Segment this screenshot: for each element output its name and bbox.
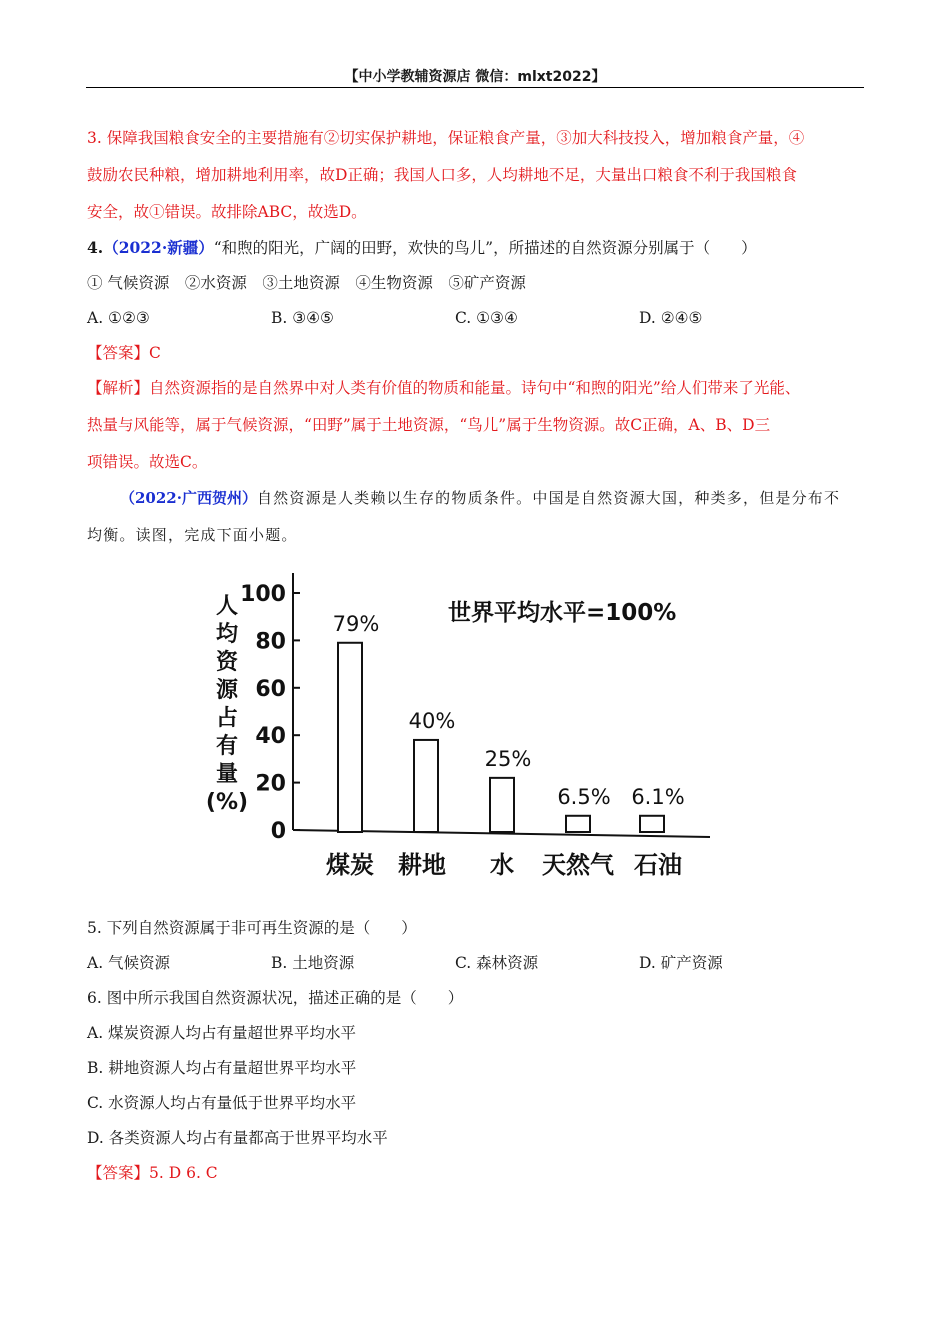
q5-option-a: A. 气候资源 (87, 954, 171, 972)
y-tick-label: 80 (255, 629, 286, 655)
intro-source: （2022·广西贺州） (120, 489, 257, 507)
y-label-char: 均 (215, 622, 239, 647)
y-label-char: 占 (215, 706, 239, 731)
y-label-char: 源 (215, 678, 239, 703)
y-label-char: 资 (215, 650, 239, 675)
y-tick-label: 100 (240, 582, 286, 607)
q4-source: （2022·新疆） (103, 238, 214, 257)
y-label-char: 量 (215, 762, 239, 787)
y-tick-label: 20 (255, 771, 286, 797)
header-divider (86, 87, 864, 88)
category-labels (325, 851, 682, 879)
page-header: 【中小学教辅资源店 微信：mlxt2022】 (344, 69, 606, 85)
q6-option-a: A. 煤炭资源人均占有量超世界平均水平 (87, 1024, 357, 1042)
q5-option-c: C. 森林资源 (455, 954, 539, 972)
q5-stem: 5. 下列自然资源属于非可再生资源的是（ ） (87, 919, 417, 937)
y-tick-label: 40 (255, 724, 286, 750)
y-label-char: 有 (215, 734, 239, 759)
q6-stem: 6. 图中所示我国自然资源状况，描述正确的是（ ） (87, 989, 464, 1007)
category-label: 水 (490, 851, 514, 879)
q3-line-3: 安全，故①错误。故排除ABC，故选D。 (87, 203, 367, 221)
y-axis-ticks (240, 582, 300, 844)
q4-answer-value: C (149, 344, 161, 362)
y-tick-label: 0 (270, 819, 286, 844)
category-label: 耕地 (398, 851, 446, 879)
intro-line-2: 均衡。读图，完成下面小题。 (87, 526, 298, 544)
q3-line-1: 3. 保障我国粮食安全的主要措施有②切实保护耕地，保证粮食产量，③加大科技投入，增加粮食产量，④ (87, 129, 805, 147)
bar-label: 25% (484, 746, 532, 771)
q4-stem-text: “和煦的阳光，广阔的田野，欢快的鸟儿”，所描述的自然资源分别属于（ ） (213, 239, 757, 257)
intro-line-1 (120, 487, 840, 509)
q4-stem (87, 237, 757, 259)
bar-耕地 (414, 740, 438, 832)
bar-label: 79% (332, 611, 380, 636)
q4-answer (87, 342, 161, 364)
q4-option-c: C. ①③④ (455, 309, 518, 327)
bar-label: 6.1% (631, 784, 685, 809)
bars (338, 643, 664, 832)
bar-label: 40% (408, 708, 456, 733)
q5-option-b: B. 土地资源 (271, 954, 355, 972)
category-label: 石油 (634, 851, 682, 879)
bar-煤炭 (338, 643, 362, 832)
q56-answer-value: 5. D 6. C (149, 1164, 218, 1182)
bar-天然气 (566, 816, 590, 832)
y-label-char: (%) (205, 790, 249, 815)
q4-option-b: B. ③④⑤ (271, 309, 334, 327)
q4-answer-label: 【答案】 (87, 344, 150, 362)
intro-text-1: 自然资源是人类赖以生存的物质条件。中国是自然资源大国，种类多，但是分布不 (256, 489, 841, 507)
y-label-char: 人 (215, 594, 239, 619)
category-label: 煤炭 (326, 851, 374, 879)
q56-answer-label: 【答案】 (87, 1164, 150, 1182)
q4-analysis-line-3: 项错误。故选C。 (87, 453, 208, 471)
q4-items: ① 气候资源 ②水资源 ③土地资源 ④生物资源 ⑤矿产资源 (87, 274, 526, 292)
bar-水 (490, 778, 514, 832)
y-tick-label: 60 (255, 676, 286, 702)
q5-option-d: D. 矿产资源 (639, 954, 723, 972)
chart-title: 世界平均水平=100% (448, 600, 677, 626)
q3-line-2: 鼓励农民种粮，增加耕地利用率，故D正确；我国人口多，人均耕地不足，大量出口粮食不利于我国粮食 (87, 166, 797, 184)
q4-option-d: D. ②④⑤ (639, 309, 703, 327)
y-axis-label (206, 594, 248, 815)
resource-bar-chart (190, 565, 720, 885)
q4-analysis-line-1: 【解析】自然资源指的是自然界中对人类有价值的物质和能量。诗句中“和煦的阳光”给人们带来了光能、 (87, 379, 801, 397)
q6-option-c: C. 水资源人均占有量低于世界平均水平 (87, 1094, 357, 1112)
q4-number: 4. (87, 238, 104, 257)
q6-option-b: B. 耕地资源人均占有量超世界平均水平 (87, 1059, 357, 1077)
q4-analysis-line-2: 热量与风能等，属于气候资源，“田野”属于土地资源，“鸟儿”属于生物资源。故C正确，A、B、D三 (87, 416, 771, 434)
bar-label: 6.5% (557, 784, 611, 809)
q56-answer (87, 1162, 218, 1184)
bar-石油 (640, 816, 664, 832)
category-label: 天然气 (542, 851, 614, 879)
q6-option-d: D. 各类资源人均占有量都高于世界平均水平 (87, 1129, 388, 1147)
q4-option-a: A. ①②③ (87, 309, 150, 327)
